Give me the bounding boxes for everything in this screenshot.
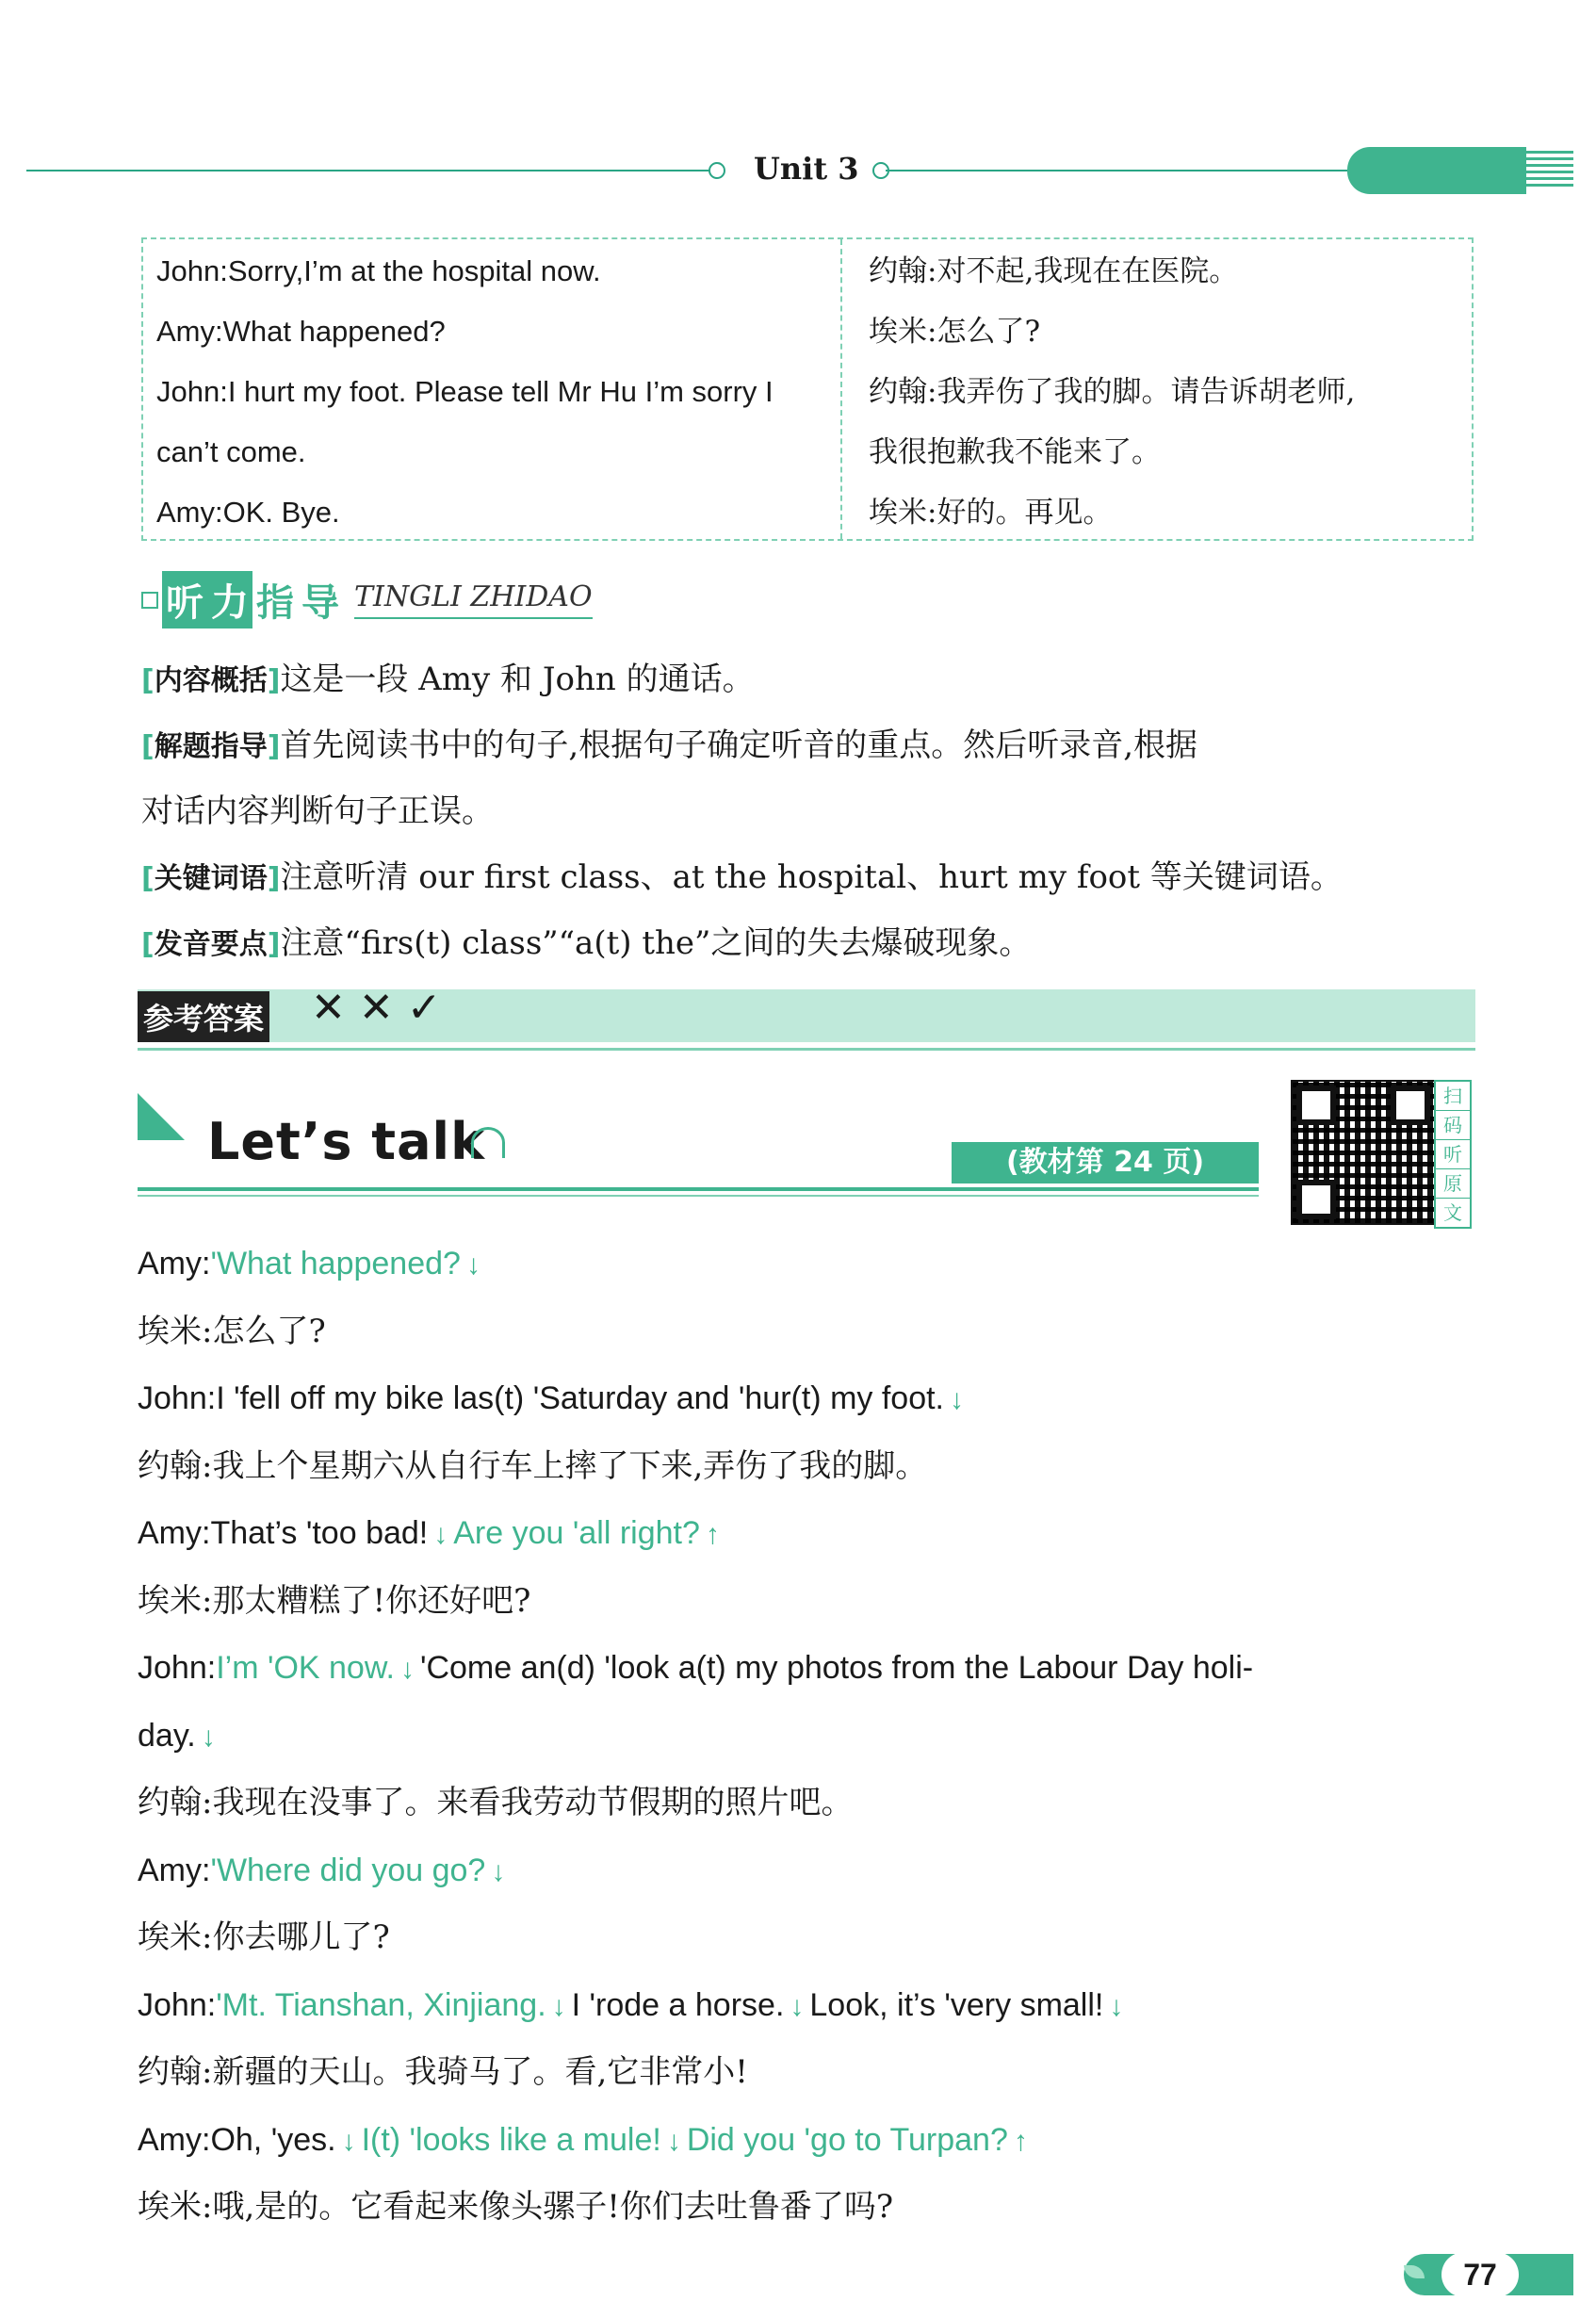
phrase: Oh, 'yes.	[210, 2121, 336, 2158]
phrase: That’s 'too bad!	[210, 1515, 429, 1551]
phrase: I 'fell off my bike las(t) 'Saturday and 'hur(t) my foot.	[216, 1380, 944, 1416]
guide-text: 这是一段 Amy 和 John 的通话。	[280, 661, 755, 698]
answer-label: 参考答案	[138, 991, 269, 1042]
dialogue-cn-line: 约翰:我弄伤了我的脚。请告诉胡老师,	[869, 375, 1356, 409]
guide-text: 对话内容判断句子正误。	[141, 792, 494, 830]
listening-guide-heading	[141, 571, 593, 628]
talk-en-line	[138, 1982, 1129, 2031]
talk-cn-line: 埃米:那太糟糕了!你还好吧?	[138, 1581, 531, 1620]
qr-caption-char: 原	[1436, 1169, 1470, 1199]
guide-tag: [关键词语]	[141, 862, 281, 895]
dialogue-en-line: John:I hurt my foot. Please tell Mr Hu I’m sorry I	[156, 375, 774, 408]
heading-char: 导	[301, 581, 339, 625]
dialogue-cn-line: 埃米:好的。再见。	[869, 496, 1113, 530]
intonation-arrow-icon: ↓	[1109, 1990, 1124, 2022]
guide-item	[141, 712, 1197, 780]
talk-cn-line: 埃米:你去哪儿了?	[138, 1918, 390, 1956]
header-tab	[1347, 147, 1526, 194]
talk-title: Let’s talk	[207, 1112, 485, 1171]
talk-en-line	[138, 1644, 1253, 1693]
answer-marks: ✕ ✕ ✓	[311, 984, 442, 1032]
speaker-label: John:	[138, 1986, 217, 2023]
talk-en-line	[138, 1510, 725, 1559]
guide-tag: [解题指导]	[141, 730, 281, 763]
qr-caption-char: 扫	[1436, 1082, 1470, 1111]
heading-char: 指	[256, 581, 294, 625]
talk-en-line	[138, 1712, 221, 1761]
dialogue-cn-line: 我很抱歉我不能来了。	[869, 435, 1161, 469]
guide-text: 首先阅读书中的句子,根据句子确定听音的重点。然后听录音,根据	[280, 726, 1198, 764]
talk-cn-line: 埃米:怎么了?	[138, 1312, 326, 1350]
talk-rule-thin	[138, 1195, 1259, 1197]
intonation-arrow-icon: ↓	[790, 1990, 805, 2022]
talk-en-line	[138, 1240, 486, 1289]
intonation-arrow-icon: ↓	[491, 1855, 506, 1887]
intonation-arrow-icon: ↓	[341, 2125, 356, 2157]
talk-rule	[138, 1187, 1259, 1191]
qr-caption	[1434, 1080, 1472, 1229]
intonation-phrase: I(t) 'looks like a mule!	[361, 2121, 661, 2158]
guide-item	[141, 646, 755, 714]
answer-rule	[138, 1048, 1475, 1051]
intonation-arrow-icon: ↓	[201, 1721, 216, 1753]
dialogue-en-line: can’t come.	[156, 435, 306, 468]
dialogue-en-line: Amy:OK. Bye.	[156, 496, 340, 529]
header-dot-left	[708, 162, 725, 179]
intonation-arrow-icon: ↑	[1013, 2125, 1028, 2157]
header-stripes	[1517, 151, 1573, 188]
phrase: I 'rode a horse.	[571, 1986, 785, 2023]
speaker-label: Amy:	[138, 1852, 211, 1888]
speaker-label: John:	[138, 1380, 217, 1416]
qr-caption-char: 码	[1436, 1111, 1470, 1140]
intonation-arrow-icon: ↓	[465, 1249, 480, 1281]
intonation-arrow-icon: ↓	[433, 1519, 448, 1550]
qr-corner	[1296, 1086, 1336, 1125]
phrase: day.	[138, 1717, 196, 1754]
qr-corner	[1391, 1086, 1430, 1125]
talk-en-line	[138, 1847, 511, 1896]
intonation-phrase: Are you 'all right?	[453, 1515, 700, 1551]
heading-char: 力	[207, 571, 252, 628]
intonation-phrase: 'Mt. Tianshan, Xinjiang.	[216, 1986, 546, 2023]
talk-en-line	[138, 1375, 969, 1424]
dialogue-cn-line: 约翰:对不起,我现在在医院。	[869, 254, 1239, 288]
dialogue-cn-line: 埃米:怎么了?	[869, 315, 1041, 349]
headphones-icon	[471, 1127, 505, 1158]
intonation-phrase: I’m 'OK now.	[216, 1650, 395, 1686]
speaker-label: Amy:	[138, 2121, 211, 2158]
dialogue-divider	[840, 239, 842, 539]
guide-item	[141, 910, 1031, 978]
talk-triangle-icon	[138, 1093, 185, 1140]
dialogue-en-line: Amy:What happened?	[156, 315, 446, 348]
intonation-arrow-icon: ↓	[666, 2125, 681, 2157]
qr-corner	[1296, 1180, 1336, 1219]
intonation-arrow-icon: ↑	[705, 1519, 720, 1550]
unit-title: Unit 3	[754, 151, 859, 187]
guide-tag: [发音要点]	[141, 928, 281, 961]
textbook-page-ref: (教材第 24 页)	[952, 1142, 1259, 1183]
guide-text: 注意“firs(t) class”“a(t) the”之间的失去爆破现象。	[280, 924, 1032, 962]
qr-caption-char: 文	[1436, 1199, 1470, 1228]
heading-pinyin: TINGLI ZHIDAO	[354, 580, 593, 619]
heading-box-icon	[141, 592, 158, 609]
talk-cn-line: 约翰:新疆的天山。我骑马了。看,它非常小!	[138, 2053, 748, 2091]
intonation-arrow-icon: ↓	[399, 1654, 415, 1685]
guide-tag: [内容概括]	[141, 664, 281, 697]
qr-caption-char: 听	[1436, 1140, 1470, 1169]
intonation-arrow-icon: ↓	[950, 1384, 964, 1415]
guide-item	[141, 844, 1343, 912]
talk-cn-line: 约翰:我上个星期六从自行车上摔了下来,弄伤了我的脚。	[138, 1446, 928, 1485]
speaker-label: John:	[138, 1650, 217, 1686]
intonation-phrase: 'Where did you go?	[210, 1852, 486, 1888]
intonation-phrase: 'What happened?	[210, 1246, 461, 1281]
talk-en-line	[138, 2116, 1034, 2165]
header-rule-right	[886, 170, 1376, 171]
dialogue-en-line: John:Sorry,I’m at the hospital now.	[156, 254, 601, 287]
guide-text: 注意听清 our first class、at the hospital、hurt my foot 等关键词语。	[280, 858, 1343, 896]
phrase: 'Come an(d) 'look a(t) my photos from the Labour Day holi-	[419, 1650, 1254, 1686]
qr-code-icon[interactable]	[1291, 1080, 1436, 1225]
talk-cn-line: 约翰:我现在没事了。来看我劳动节假期的照片吧。	[138, 1784, 854, 1821]
intonation-arrow-icon: ↓	[551, 1990, 566, 2022]
heading-char: 听	[162, 571, 207, 628]
talk-cn-line: 埃米:哦,是的。它看起来像头骡子!你们去吐鲁番了吗?	[138, 2188, 894, 2226]
intonation-phrase: Did you 'go to Turpan?	[686, 2121, 1008, 2158]
header-rule-left	[26, 170, 724, 171]
speaker-label: Amy:	[138, 1515, 211, 1551]
speaker-label: Amy:	[138, 1246, 211, 1281]
dialogue-box	[141, 237, 1474, 541]
phrase: Look, it’s 'very small!	[809, 1986, 1104, 2023]
page-number: 77	[1441, 2252, 1519, 2297]
